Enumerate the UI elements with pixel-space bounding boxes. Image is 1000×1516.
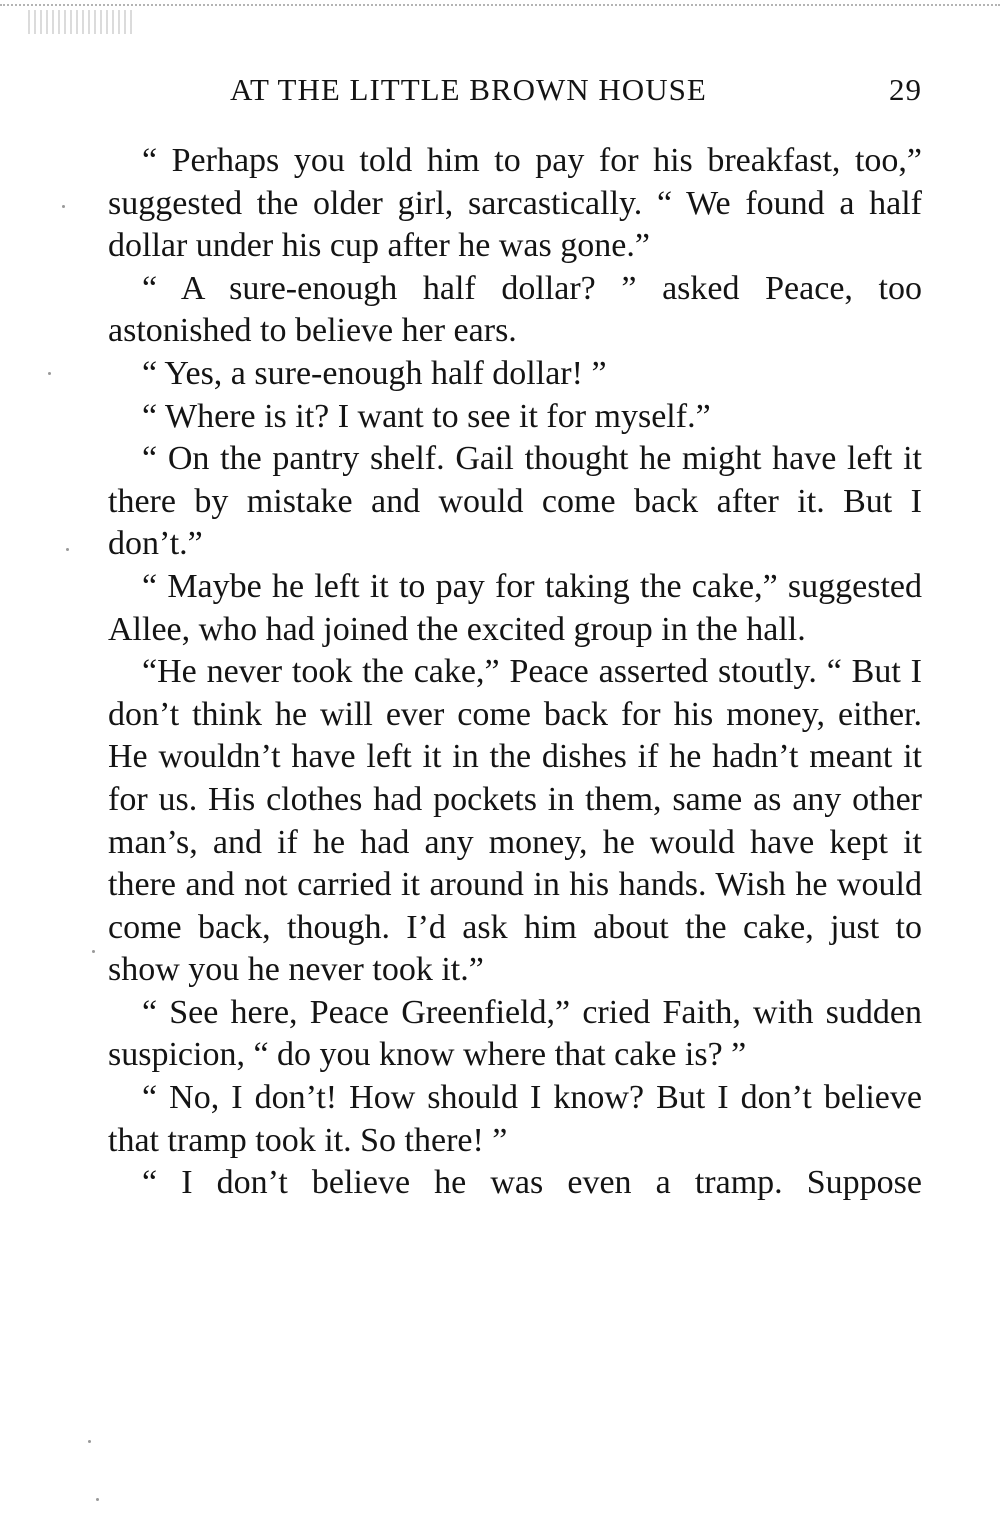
running-head xyxy=(108,72,922,112)
paragraph-1: “ Perhaps you told him to pay for his breakfast, too,” suggested the older girl, sarcastically. “ We found a half dollar under his cup after he was gone.” xyxy=(108,142,922,265)
paper-speck xyxy=(62,205,65,208)
running-title: AT THE LITTLE BROWN HOUSE xyxy=(230,72,707,107)
paper-speck xyxy=(88,1440,91,1443)
body-text xyxy=(108,140,922,1430)
paper-speck xyxy=(96,1498,99,1501)
paper-speck xyxy=(48,372,51,375)
paragraph-9: “ No, I don’t! How should I know? But I don’t believe that tramp took it. So there! ” xyxy=(108,1079,922,1159)
paragraph-5: “ On the pantry shelf. Gail thought he might have left it there by mistake and would come back after it. But I don’t.” xyxy=(108,440,922,563)
paragraph-10: “ I don’t believe he was even a tramp. Suppose xyxy=(142,1164,922,1202)
paragraph-8: “ See here, Peace Greenfield,” cried Faith, with sudden suspicion, “ do you know where that cake is? ” xyxy=(108,993,922,1074)
page-number: 29 xyxy=(889,72,922,107)
paragraph-2: “ A sure-enough half dollar? ” asked Peace, too astonished to believe her ears. xyxy=(108,269,922,350)
paragraph-6: “ Maybe he left it to pay for taking the cake,” suggested Allee, who had joined the excited group in the hall. xyxy=(108,567,922,648)
paper-speck xyxy=(66,548,69,551)
paper-speck xyxy=(92,950,95,953)
top-edge-rule xyxy=(0,4,1000,9)
paragraph-3: “ Yes, a sure-enough half dollar! ” xyxy=(142,354,607,392)
corner-smudge xyxy=(28,10,133,34)
paragraph-7: “He never took the cake,” Peace asserted stoutly. “ But I don’t think he will ever come back for his money, either. He wouldn’t have left it in the dishes if he hadn’t meant it for us. His clothes had pockets in them, same as any other man’s, and if he had any money, he would have kept it there and not carried it around in his hands. Wish he would come back, though. I’d ask him about the cake, just to show you he never took it.” xyxy=(108,653,922,989)
paragraph-4: “ Where is it? I want to see it for myself.” xyxy=(142,397,711,435)
